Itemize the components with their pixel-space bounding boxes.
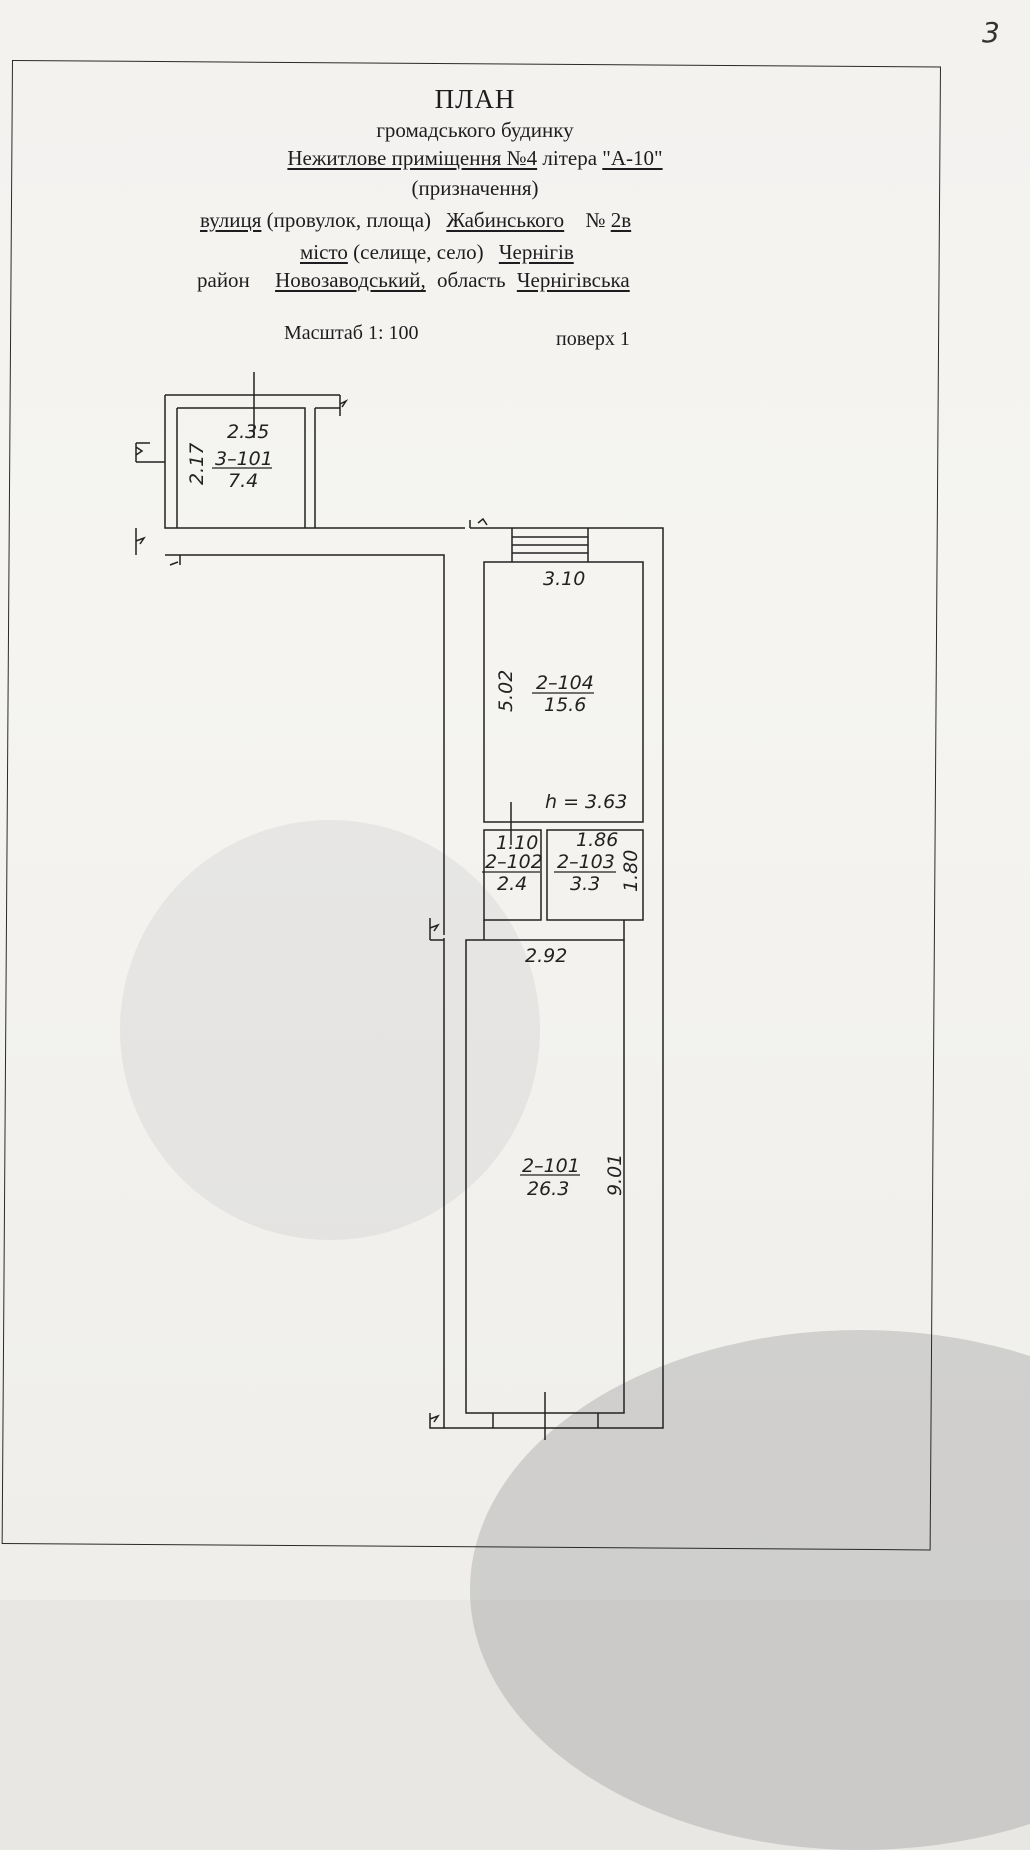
region-label: область (437, 268, 506, 292)
break-mark (430, 918, 444, 940)
room-area: 2.4 (497, 873, 528, 895)
room-area: 26.3 (527, 1178, 570, 1200)
premises-label: Нежитлове приміщення №4 (287, 146, 538, 170)
ceiling-height: h = 3.63 (545, 791, 628, 813)
dim-label: 3.10 (543, 568, 586, 590)
dim-label: 1.10 (496, 832, 539, 854)
dim-label: 2.92 (525, 945, 568, 967)
district-label: район (197, 268, 250, 292)
break-mark (136, 528, 180, 565)
plan-subtitle: громадського будинку (376, 118, 574, 142)
room-id: 2–104 (536, 672, 594, 694)
region-value: Чернігівська (516, 268, 630, 292)
floor-label: поверх 1 (556, 328, 630, 350)
room-area: 7.4 (228, 470, 259, 492)
plan-title: ПЛАН (434, 84, 516, 114)
dim-label: 9.01 (604, 1153, 626, 1196)
street-caption: (провулок, площа) (266, 208, 432, 232)
city-caption: (селище, село) (353, 240, 484, 264)
break-mark (470, 519, 487, 528)
number-label: № (585, 208, 606, 232)
dim-label: 2.17 (186, 442, 208, 485)
street-label: вулиця (200, 208, 262, 232)
district-value: Новозаводський, (275, 268, 426, 292)
city-label: місто (300, 240, 348, 264)
scale-label: Масштаб 1: 100 (284, 322, 419, 344)
room-id: 2–101 (522, 1155, 580, 1177)
page-number: 3 (982, 16, 1000, 49)
inner-wall (484, 920, 624, 940)
city-value: Чернігів (498, 240, 574, 264)
dim-label: 1.86 (576, 829, 619, 851)
room-area: 15.6 (544, 694, 587, 716)
dim-label: 5.02 (495, 669, 517, 712)
dim-label: 2.35 (227, 421, 270, 443)
room-id: 3–101 (215, 448, 273, 470)
room-id: 2–103 (557, 851, 615, 873)
street-value: Жабинського (446, 208, 565, 232)
break-mark (136, 443, 165, 462)
litera-value: "А-10" (602, 146, 663, 170)
room-id: 2–102 (485, 851, 543, 873)
purpose-caption: (призначення) (411, 176, 539, 200)
number-value: 2в (610, 208, 632, 232)
break-mark (340, 395, 346, 416)
room-area: 3.3 (570, 873, 601, 895)
dim-label: 1.80 (620, 849, 642, 892)
stairs (512, 528, 588, 562)
outer-wall (444, 528, 663, 1428)
outer-wall (165, 555, 444, 935)
break-mark (430, 1413, 444, 1428)
outer-wall (315, 408, 340, 528)
litera-label: літера (542, 146, 598, 170)
